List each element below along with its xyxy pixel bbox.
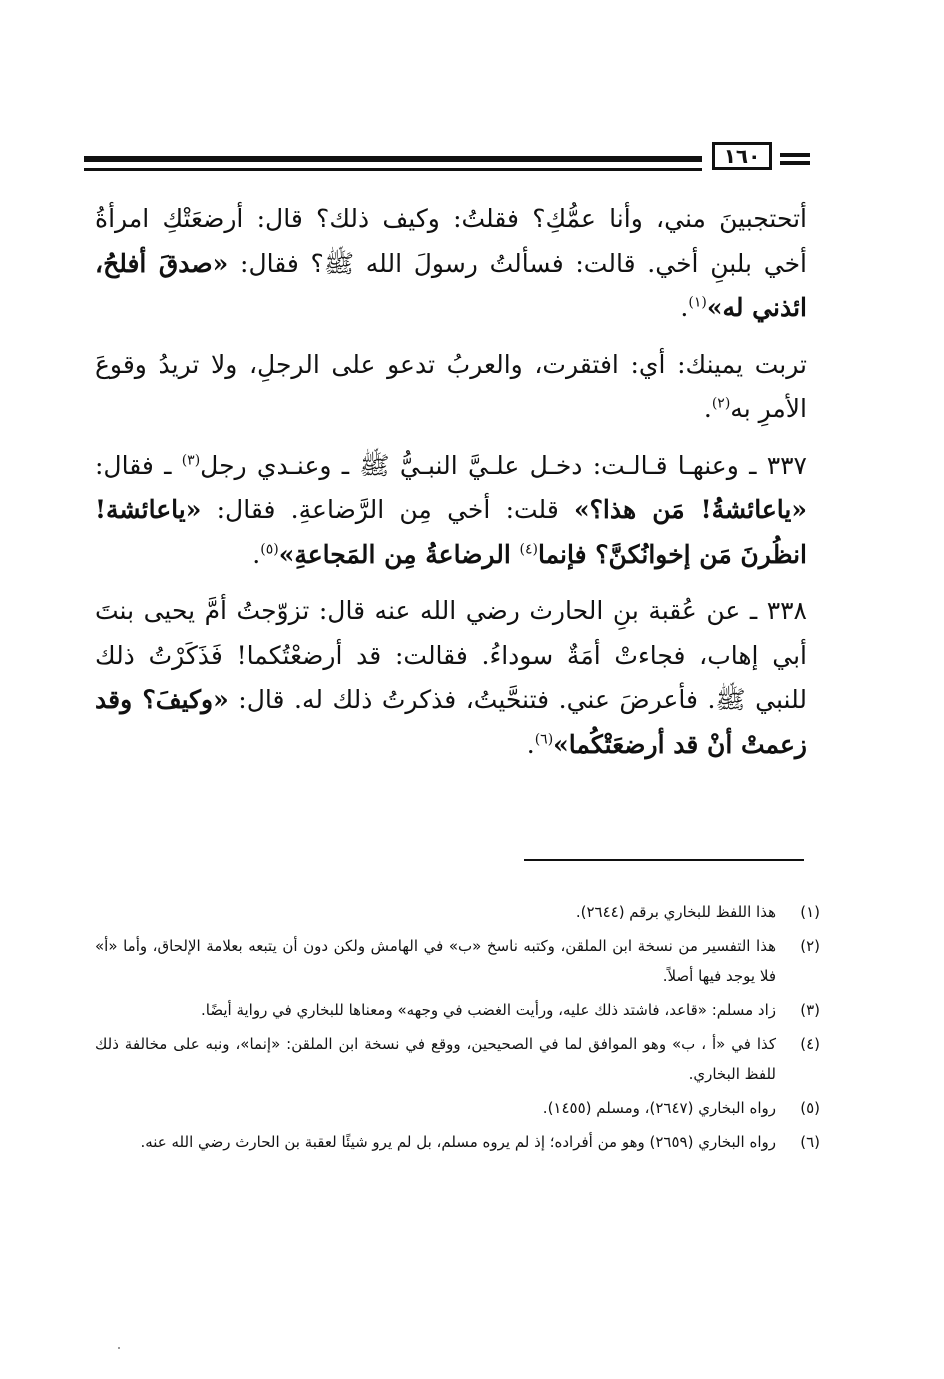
- footnote-number: (٦): [800, 1133, 820, 1151]
- p2-end: .: [703, 394, 712, 423]
- main-text: [95, 197, 807, 767]
- footnote-ref-5: (٥): [260, 541, 279, 558]
- footnote-number: (٣): [800, 1001, 820, 1019]
- p3-end: .: [252, 539, 261, 569]
- footnote-text: كذا في «أ ، ب» وهو الموافق لما في الصحيحين، ووقع في نسخة ابن الملقن: «إنما»، ونبه على مخالفة ذلك للفظ البخاري.: [95, 1035, 776, 1083]
- p1-text: أتحتجبينَ مني، وأنا عمُّكِ؟ فقلتُ: وكيف ذلك؟ قال: أرضعَتْكِ امرأةُ أخي بلبنِ أخي. قالت: فسألتُ رسولَ الله ﷺ؟ فقال:: [95, 204, 807, 278]
- footnote-number: (٢): [800, 937, 820, 955]
- footnote-ref-4: (٤): [519, 541, 538, 558]
- hadith-337: [95, 444, 807, 578]
- footnote-number: (٥): [800, 1099, 820, 1117]
- p3-quote-2b: الرضاعةُ مِن المَجاعةِ»: [278, 539, 520, 569]
- paragraph-1: [95, 197, 807, 331]
- footnote-ref-3: (٣): [181, 452, 201, 469]
- paragraph-2: [95, 343, 807, 432]
- p3-text-a: ٣٣٧ ـ وعنهـا قـالـت: دخـل علـيَّ النبـيُّ ﷺ ـ وعنـدي رجل: [200, 450, 807, 480]
- p4-text: ٣٣٨ ـ عن عُقبة بنِ الحارث رضي الله عنه قال: تزوّجتُ أمَّ يحيى بنتَ أبي إهاب، فجاءتْ أمَةٌ سوداءُ. فقالت: قد أرضعْتُكما! فَذَكَرْتُ ذلك للنبي ﷺ. فأعرضَ عني. فتنحَّيتُ، فذكرتُ ذلك له. قال:: [95, 596, 808, 714]
- footnote-text: هذا التفسير من نسخة ابن الملقن، وكتبه ناسخ «ب» في الهامش ولكن دون أن يتبعه بعلامة الإلحاق، وأما «أ» فلا يوجد فيها أصلاً.: [95, 937, 776, 985]
- footnote-text: هذا اللفظ للبخاري برقم (٢٦٤٤).: [575, 903, 776, 921]
- footnote-ref-2: (٢): [711, 395, 731, 412]
- footnote-text: رواه البخاري (٢٦٤٧)، ومسلم (١٤٥٥).: [542, 1099, 776, 1117]
- header-rule-thick: [84, 156, 702, 162]
- footnote-number: (٤): [800, 1035, 820, 1053]
- hadith-338: [95, 589, 807, 767]
- p4-quote: «وكيفَ؟ وقد زعمتْ أنْ قد أرضعَتْكُما»: [95, 685, 807, 759]
- p3-quote-2a: «ياعائشة! انظُرنَ مَن إخوانُكنَّ؟ فإنما: [95, 495, 807, 569]
- p2-text: تربت يمينك: أي: افتقرت، والعربُ تدعو على الرجلِ، ولا تريدُ وقوعَ الأمرِ به: [95, 349, 807, 423]
- p3-text-c: قلت: أخي مِن الرَّضاعةِ. فقال:: [201, 495, 575, 524]
- footnote-item: [95, 995, 820, 1025]
- footnote-ref-1: (١): [688, 294, 707, 311]
- p3-quote-1: «ياعائشةُ! مَن هذا؟»: [574, 495, 807, 524]
- p3-text-b: ـ فقال:: [95, 450, 182, 480]
- footnote-item: [95, 897, 820, 927]
- footnote-item: [95, 1127, 820, 1157]
- footnote-ref-6: (٦): [534, 731, 554, 748]
- scan-speck: [118, 1347, 120, 1349]
- p4-end: .: [526, 729, 535, 759]
- p1-end: .: [680, 293, 689, 322]
- footnote-item: [95, 1093, 820, 1123]
- footnote-number: (١): [800, 903, 820, 921]
- footnote-text: زاد مسلم: «قاعد، فاشتد ذلك عليه، ورأيت الغضب في وجهه» ومعناها للبخاري في رواية أيضًا.: [201, 1001, 776, 1019]
- page-number: ١٦٠: [712, 142, 772, 170]
- footnote-item: [95, 1029, 820, 1089]
- footnote-item: [95, 931, 820, 991]
- header-dash-top: [780, 153, 810, 157]
- header-rule-thin: [84, 168, 702, 171]
- p1-quote: «صدقَ أفلحُ، ائذني له»: [95, 248, 807, 322]
- footnote-text: رواه البخاري (٢٦٥٩) وهو من أفراده؛ إذ لم يروه مسلم، بل لم يرو شيئًا لعقبة بن الحارث رضي الله عنه.: [140, 1133, 776, 1151]
- page-header: [84, 140, 809, 180]
- footnotes: [95, 897, 820, 1161]
- footnote-separator: [524, 859, 804, 861]
- header-dash-bottom: [780, 161, 810, 165]
